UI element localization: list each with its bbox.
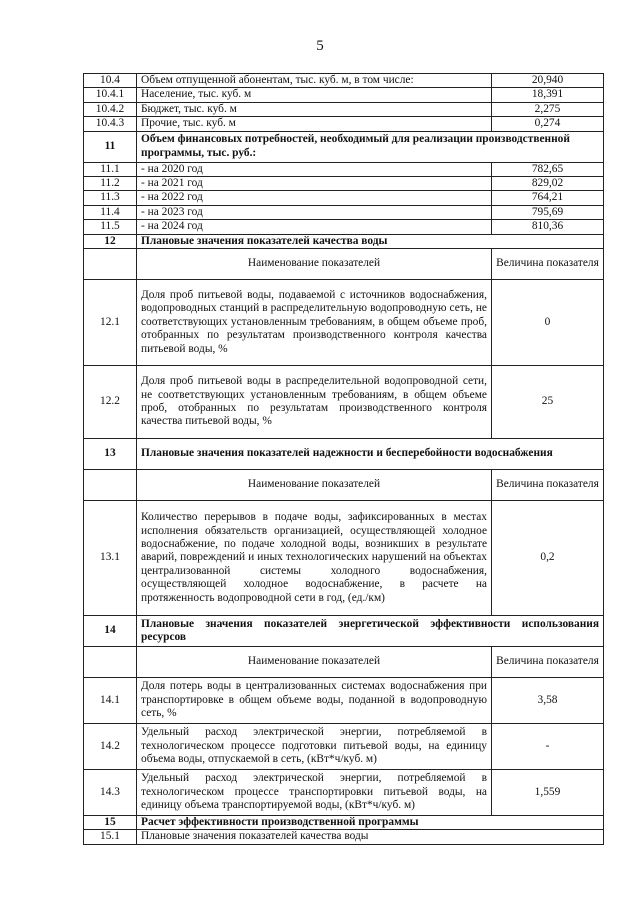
row-value: 3,58 (492, 678, 604, 724)
row-text: Население, тыс. куб. м (137, 88, 492, 102)
row-number: 13.1 (84, 501, 137, 616)
header-row (84, 647, 604, 678)
row-number: 11.2 (84, 177, 137, 191)
section-row (84, 816, 604, 830)
header-name: Наименование показателей (137, 470, 492, 501)
empty-cell (84, 470, 137, 501)
row-number: 10.4.2 (84, 102, 137, 116)
row-value: - (492, 724, 604, 770)
row-number: 12.2 (84, 366, 137, 439)
table-row (84, 88, 604, 102)
section-row (84, 439, 604, 470)
section-row (84, 234, 604, 248)
table-row (84, 280, 604, 366)
row-value: 764,21 (492, 191, 604, 205)
empty-cell (84, 249, 137, 280)
row-value: 829,02 (492, 177, 604, 191)
table-row (84, 74, 604, 88)
row-number: 10.4 (84, 74, 137, 88)
row-text: Удельный расход электрической энергии, потребляемой в технологическом процессе подготовки питьевой воды, на единицу объема воды, отпускаемой в сеть, (кВт*ч/куб. м) (137, 724, 492, 770)
row-text: - на 2021 год (137, 177, 492, 191)
table-row (84, 366, 604, 439)
row-value: 782,65 (492, 162, 604, 176)
section-row (84, 616, 604, 647)
table-row (84, 177, 604, 191)
row-text: - на 2023 год (137, 205, 492, 219)
section-title: Объем финансовых потребностей, необходимый для реализации производственной программы, тыс. руб.: (137, 131, 604, 162)
row-number: 10.4.1 (84, 88, 137, 102)
section-title: Расчет эффективности производственной программы (137, 816, 604, 830)
empty-cell (84, 647, 137, 678)
row-number: 12.1 (84, 280, 137, 366)
row-text: Количество перерывов в подаче воды, зафиксированных в местах исполнения обязательств организацией, осуществляющей холодное водоснабжение, по подаче холодной воды, возникших в результате аварий, повреждений и иных технологических нарушений на объектах централизованной системы холодного водоснабжения, осуществляющей холодное водоснабжение, в расчете на протяженность водопроводной сети в год, (ед./км) (137, 501, 492, 616)
section-number: 13 (84, 439, 137, 470)
header-name: Наименование показателей (137, 647, 492, 678)
section-title: Плановые значения показателей энергетической эффективности использования ресурсов (137, 616, 604, 647)
row-text: Доля проб питьевой воды в распределительной водопроводной сети, не соответствующих установленным требованиям, в общем объеме проб, отобранных по результатам производственного контроля качества питьевой воды, % (137, 366, 492, 439)
row-number: 11.5 (84, 220, 137, 234)
program-table (83, 73, 604, 845)
section-row (84, 131, 604, 162)
row-value: 0 (492, 280, 604, 366)
section-title: Плановые значения показателей надежности и бесперебойности водоснабжения (137, 439, 604, 470)
row-text: Плановые значения показателей качества воды (137, 830, 604, 844)
row-value: 25 (492, 366, 604, 439)
row-value: 0,2 (492, 501, 604, 616)
section-title: Плановые значения показателей качества воды (137, 234, 604, 248)
table-row (84, 830, 604, 844)
row-value: 20,940 (492, 74, 604, 88)
row-number: 14.1 (84, 678, 137, 724)
row-number: 11.1 (84, 162, 137, 176)
table-row (84, 501, 604, 616)
row-number: 11.4 (84, 205, 137, 219)
row-number: 11.3 (84, 191, 137, 205)
row-value: 18,391 (492, 88, 604, 102)
row-text: - на 2020 год (137, 162, 492, 176)
row-text: Бюджет, тыс. куб. м (137, 102, 492, 116)
row-text: Прочие, тыс. куб. м (137, 117, 492, 131)
header-name: Наименование показателей (137, 249, 492, 280)
row-value: 0,274 (492, 117, 604, 131)
row-text: Доля проб питьевой воды, подаваемой с источников водоснабжения, водопроводных станций в распределительную водопроводную сеть, не соответствующих установленным требованиям, в общем объеме проб, отобранных по результатам производственного контроля качества питьевой воды, % (137, 280, 492, 366)
row-number: 15.1 (84, 830, 137, 844)
row-number: 10.4.3 (84, 117, 137, 131)
section-number: 14 (84, 616, 137, 647)
header-value: Величина показателя (492, 647, 604, 678)
table-row (84, 724, 604, 770)
table-row (84, 205, 604, 219)
section-number: 11 (84, 131, 137, 162)
row-value: 2,275 (492, 102, 604, 116)
row-text: - на 2022 год (137, 191, 492, 205)
table-row (84, 678, 604, 724)
table-row (84, 117, 604, 131)
page-number: 5 (316, 38, 324, 54)
header-value: Величина показателя (492, 470, 604, 501)
table-row (84, 191, 604, 205)
header-row (84, 249, 604, 280)
row-number: 14.2 (84, 724, 137, 770)
row-number: 14.3 (84, 770, 137, 816)
table-row (84, 770, 604, 816)
section-number: 15 (84, 816, 137, 830)
header-value: Величина показателя (492, 249, 604, 280)
row-value: 810,36 (492, 220, 604, 234)
row-text: Доля потерь воды в централизованных системах водоснабжения при транспортировке в общем объеме воды, поданной в водопроводную сеть, % (137, 678, 492, 724)
section-number: 12 (84, 234, 137, 248)
table-row (84, 162, 604, 176)
row-value: 795,69 (492, 205, 604, 219)
row-text: Объем отпущенной абонентам, тыс. куб. м, в том числе: (137, 74, 492, 88)
row-text: Удельный расход электрической энергии, потребляемой в технологическом процессе транспортировки питьевой воды, на единицу объема транспортируемой воды, (кВт*ч/куб. м) (137, 770, 492, 816)
table-row (84, 102, 604, 116)
row-value: 1,559 (492, 770, 604, 816)
header-row (84, 470, 604, 501)
table-row (84, 220, 604, 234)
row-text: - на 2024 год (137, 220, 492, 234)
